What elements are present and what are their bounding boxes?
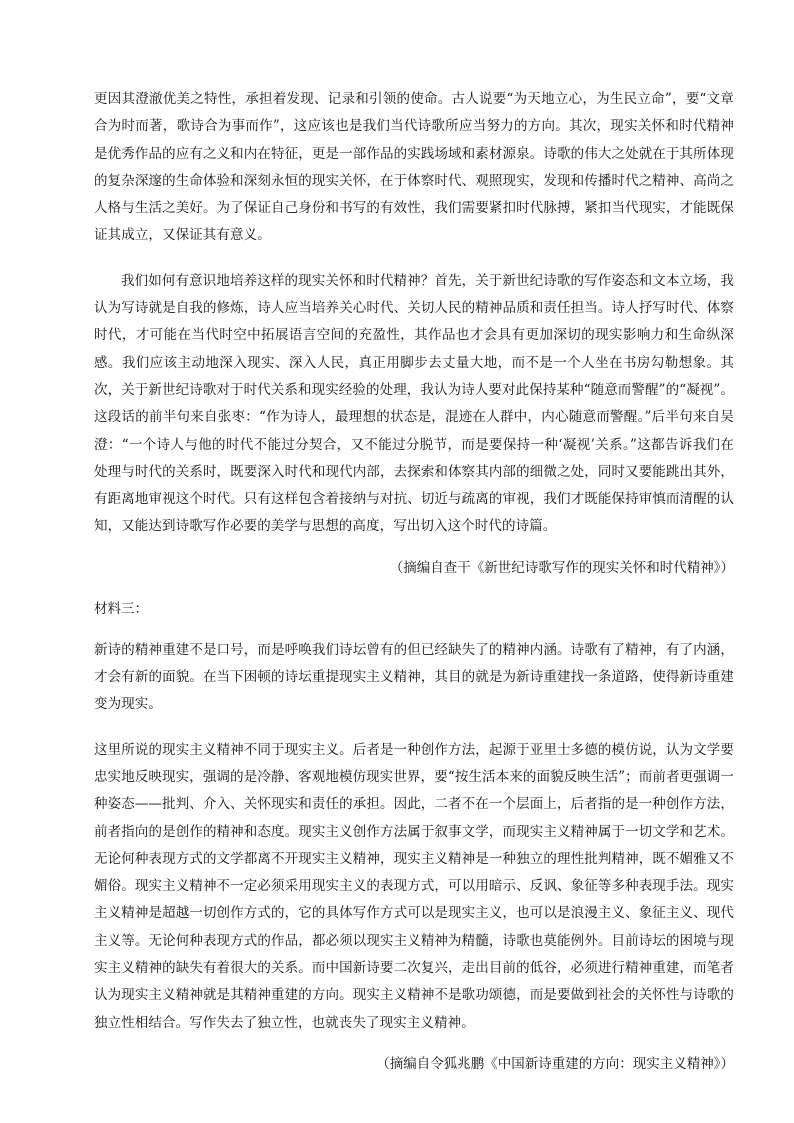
material3-heading: 材料三： <box>94 600 148 617</box>
material2-paragraph-2: 我们如何有意识地培养这样的现实关怀和时代精神？首先，关于新世纪诗歌的写作姿态和文本立场，我认为写诗就是自我的修炼，诗人应当培养关心时代、关切人民的精神品质和责任担当。诗人抒写时代、体察时代，才可能在当代时空中拓展语言空间的充盈性，其作品也才会具有更加深切的现实影响力和生命纵深感。我们应该主动地深入现实、深入人民，真正用脚步去丈量大地，而不是一个人坐在书房勾勒想象。其次，关于新世纪诗歌对于时代关系和现实经验的处理，我认为诗人要对此保持某种“随意而警醒”的“凝视”。这段话的前半句来自张枣：“作为诗人，最理想的状态是，混迹在人群中，内心随意而警醒。”后半句来自吴澄：“一个诗人与他的时代不能过分契合，又不能过分脱节，而是要保持一种‘凝视’关系。”这都告诉我们在处理与时代的关系时，既要深入时代和现代内部，去探索和体察其内部的细微之处，同时又要能跳出其外，有距离地审视这个时代。只有这样包含着接纳与对抗、切近与疏离的审视，我们才既能保持审慎而清醒的认知，又能达到诗歌写作必要的美学与思想的高度，写出切入这个时代的诗篇。 <box>94 272 735 535</box>
material3-paragraph-1: 新诗的精神重建不是口号，而是呼唤我们诗坛曾有的但已经缺失了的精神内涵。诗歌有了精神，有了内涵，才会有新的面貌。在当下困顿的诗坛重提现实主义精神，其目的就是为新诗重建找一条道路，使得新诗重建变为现实。 <box>94 641 734 713</box>
material2-paragraph-1: 更因其澄澈优美之特性，承担着发现、记录和引领的使命。古人说要“为天地立心，为生民立命”，要“文章合为时而著，歌诗合为事而作”，这应该也是我们当代诗歌所应当努力的方向。其次，现实关怀和时代精神是优秀作品的应有之义和内在特征，更是一部作品的实践场域和素材源泉。诗歌的伟大之处就在于其所体现的复杂深邃的生命体验和深刻永恒的现实关怀，在于体察时代、观照现实，发现和传播时代之精神、高尚之人格与生活之美好。为了保证自己身份和书写的有效性，我们需要紧扣时代脉搏，紧扣当代现实，才能既保证其成立，又保证其有意义。 <box>94 91 734 244</box>
document-page <box>94 86 734 1078</box>
material3-source-citation: （摘编自令狐兆鹏《中国新诗重建的方向：现实主义精神》） <box>376 1055 734 1072</box>
material3-paragraph-2: 这里所说的现实主义精神不同于现实主义。后者是一种创作方法，起源于亚里士多德的模仿说，认为文学要忠实地反映现实，强调的是冷静、客观地模仿现实世界，要“按生活本来的面貌反映生活”；而前者更强调一种姿态——批判、介入、关怀现实和责任的承担。因此，二者不在一个层面上，后者指的是一种创作方法，前者指向的是创作的精神和态度。现实主义创作方法属于叙事文学，而现实主义精神属于一切文学和艺术。无论何种表现方式的文学都离不开现实主义精神，现实主义精神是一种独立的理性批判精神，既不媚雅又不媚俗。现实主义精神不一定必须采用现实主义的表现方式，可以用暗示、反讽、象征等多种表现手法。现实主义精神是超越一切创作方式的，它的具体写作方式可以是现实主义，也可以是浪漫主义、象征主义、现代主义等。无论何种表现方式的作品，都必须以现实主义精神为精髓，诗歌也莫能例外。目前诗坛的困境与现实主义精神的缺失有着很大的关系。而中国新诗要二次复兴，走出目前的低谷，必须进行精神重建，而笔者认为现实主义精神就是其精神重建的方向。现实主义精神不是歌功颂德，而是要做到社会的关怀性与诗歌的独立性相结合。写作失去了独立性，也就丧失了现实主义精神。 <box>94 741 734 1031</box>
material2-source-citation: （摘编自查干《新世纪诗歌写作的现实关怀和时代精神》） <box>389 559 734 576</box>
